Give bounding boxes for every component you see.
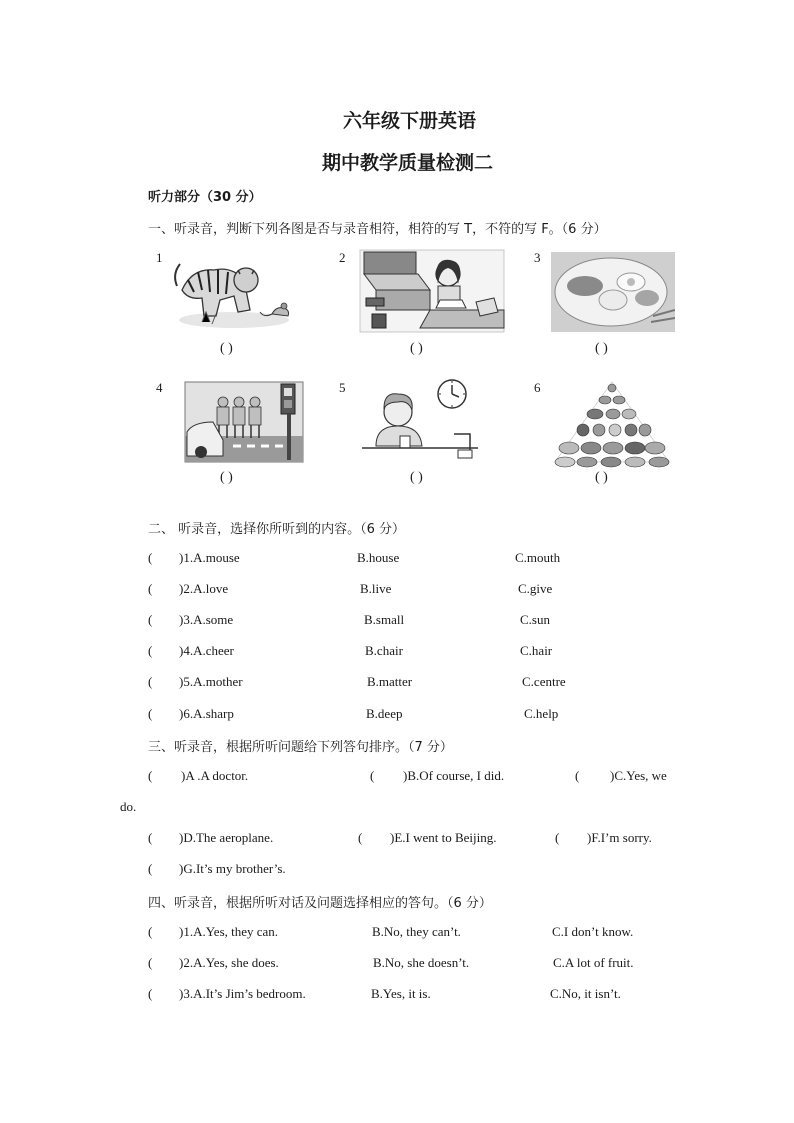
option-b: B.deep bbox=[366, 706, 403, 721]
answer-blank-open[interactable]: ( bbox=[148, 674, 153, 689]
option-a: )2.A.Yes, she does. bbox=[179, 955, 279, 970]
man-clock-coffee-icon bbox=[362, 378, 478, 466]
answer-blank-open[interactable]: ( bbox=[148, 768, 153, 783]
order-answer-e: )E.I went to Beijing. bbox=[390, 830, 497, 845]
option-b: B.No, she doesn’t. bbox=[373, 955, 470, 970]
section1-instruction: 一、听录音，判断下列各图是否与录音相符，相符的写 T，不符的写 F。（6 分） bbox=[148, 222, 607, 237]
picture-answer-blank-6[interactable]: ( ) bbox=[595, 470, 608, 485]
picture-number-1: 1 bbox=[156, 250, 163, 265]
picture-number-2: 2 bbox=[339, 250, 346, 265]
answer-blank-open[interactable]: ( bbox=[575, 768, 580, 783]
picture-answer-blank-4[interactable]: ( ) bbox=[220, 470, 233, 485]
order-answer-g: )G.It’s my brother’s. bbox=[179, 861, 286, 876]
food-pyramid-icon bbox=[551, 378, 673, 470]
option-a: )6.A.sharp bbox=[179, 706, 234, 721]
option-b: B.house bbox=[357, 550, 400, 565]
crosswalk-traffic-light-icon bbox=[183, 380, 305, 464]
option-c: C.I don’t know. bbox=[552, 924, 634, 939]
picture-answer-blank-1[interactable]: ( ) bbox=[220, 341, 233, 356]
option-b: B.chair bbox=[365, 643, 403, 658]
option-c: C.sun bbox=[520, 612, 550, 627]
answer-blank-open[interactable]: ( bbox=[370, 768, 375, 783]
order-answer-c-wrap: do. bbox=[120, 799, 137, 814]
answer-blank-open[interactable]: ( bbox=[555, 830, 560, 845]
order-answer-d: )D.The aeroplane. bbox=[179, 830, 274, 845]
option-b: B.live bbox=[360, 581, 392, 596]
answer-blank-open[interactable]: ( bbox=[148, 706, 153, 721]
picture-number-3: 3 bbox=[534, 250, 541, 265]
option-c: C.help bbox=[524, 706, 559, 721]
option-b: B.matter bbox=[367, 674, 413, 689]
option-c: C.A lot of fruit. bbox=[553, 955, 634, 970]
option-c: C.mouth bbox=[515, 550, 561, 565]
messy-bedroom-girl-icon bbox=[358, 248, 506, 334]
page-title-line2: 期中教学质量检测二 bbox=[322, 152, 494, 174]
answer-blank-open[interactable]: ( bbox=[148, 581, 153, 596]
option-a: )3.A.It’s Jim’s bedroom. bbox=[179, 986, 306, 1001]
section2-instruction: 二、 听录音，选择你所听到的内容。（6 分） bbox=[148, 522, 406, 537]
picture-answer-blank-3[interactable]: ( ) bbox=[595, 341, 608, 356]
option-c: C.No, it isn’t. bbox=[550, 986, 621, 1001]
option-a: )2.A.love bbox=[179, 581, 229, 596]
answer-blank-open[interactable]: ( bbox=[148, 861, 153, 876]
picture-answer-blank-2[interactable]: ( ) bbox=[410, 341, 423, 356]
option-c: C.hair bbox=[520, 643, 553, 658]
option-a: )1.A.Yes, they can. bbox=[179, 924, 279, 939]
answer-blank-open[interactable]: ( bbox=[148, 955, 153, 970]
order-answer-c: )C.Yes, we bbox=[610, 768, 667, 783]
option-c: C.give bbox=[518, 581, 553, 596]
picture-answer-blank-5[interactable]: ( ) bbox=[410, 470, 423, 485]
option-a: )5.A.mother bbox=[179, 674, 243, 689]
order-answer-a: )A .A doctor. bbox=[181, 768, 249, 783]
order-answer-f: )F.I’m sorry. bbox=[587, 830, 652, 845]
section4-instruction: 四、听录音，根据所听对话及问题选择相应的答句。（6 分） bbox=[148, 896, 492, 911]
order-answer-b: )B.Of course, I did. bbox=[403, 768, 505, 783]
page-title-line1: 六年级下册英语 bbox=[343, 110, 477, 132]
answer-blank-open[interactable]: ( bbox=[148, 924, 153, 939]
option-b: B.small bbox=[364, 612, 405, 627]
answer-blank-open[interactable]: ( bbox=[358, 830, 363, 845]
option-b: B.No, they can’t. bbox=[372, 924, 461, 939]
answer-blank-open[interactable]: ( bbox=[148, 550, 153, 565]
option-a: )3.A.some bbox=[179, 612, 234, 627]
answer-blank-open[interactable]: ( bbox=[148, 830, 153, 845]
answer-blank-open[interactable]: ( bbox=[148, 643, 153, 658]
option-a: )4.A.cheer bbox=[179, 643, 234, 658]
option-c: C.centre bbox=[522, 674, 566, 689]
breakfast-plate-icon bbox=[551, 252, 675, 332]
section3-instruction: 三、听录音，根据所听问题给下列答句排序。（7 分） bbox=[148, 740, 453, 755]
listening-header: 听力部分（30 分） bbox=[148, 190, 262, 205]
picture-number-4: 4 bbox=[156, 380, 163, 395]
answer-blank-open[interactable]: ( bbox=[148, 986, 153, 1001]
answer-blank-open[interactable]: ( bbox=[148, 612, 153, 627]
option-b: B.Yes, it is. bbox=[371, 986, 431, 1001]
picture-number-5: 5 bbox=[339, 380, 346, 395]
picture-number-6: 6 bbox=[534, 380, 541, 395]
tiger-mouse-icon bbox=[172, 250, 310, 332]
option-a: )1.A.mouse bbox=[179, 550, 240, 565]
